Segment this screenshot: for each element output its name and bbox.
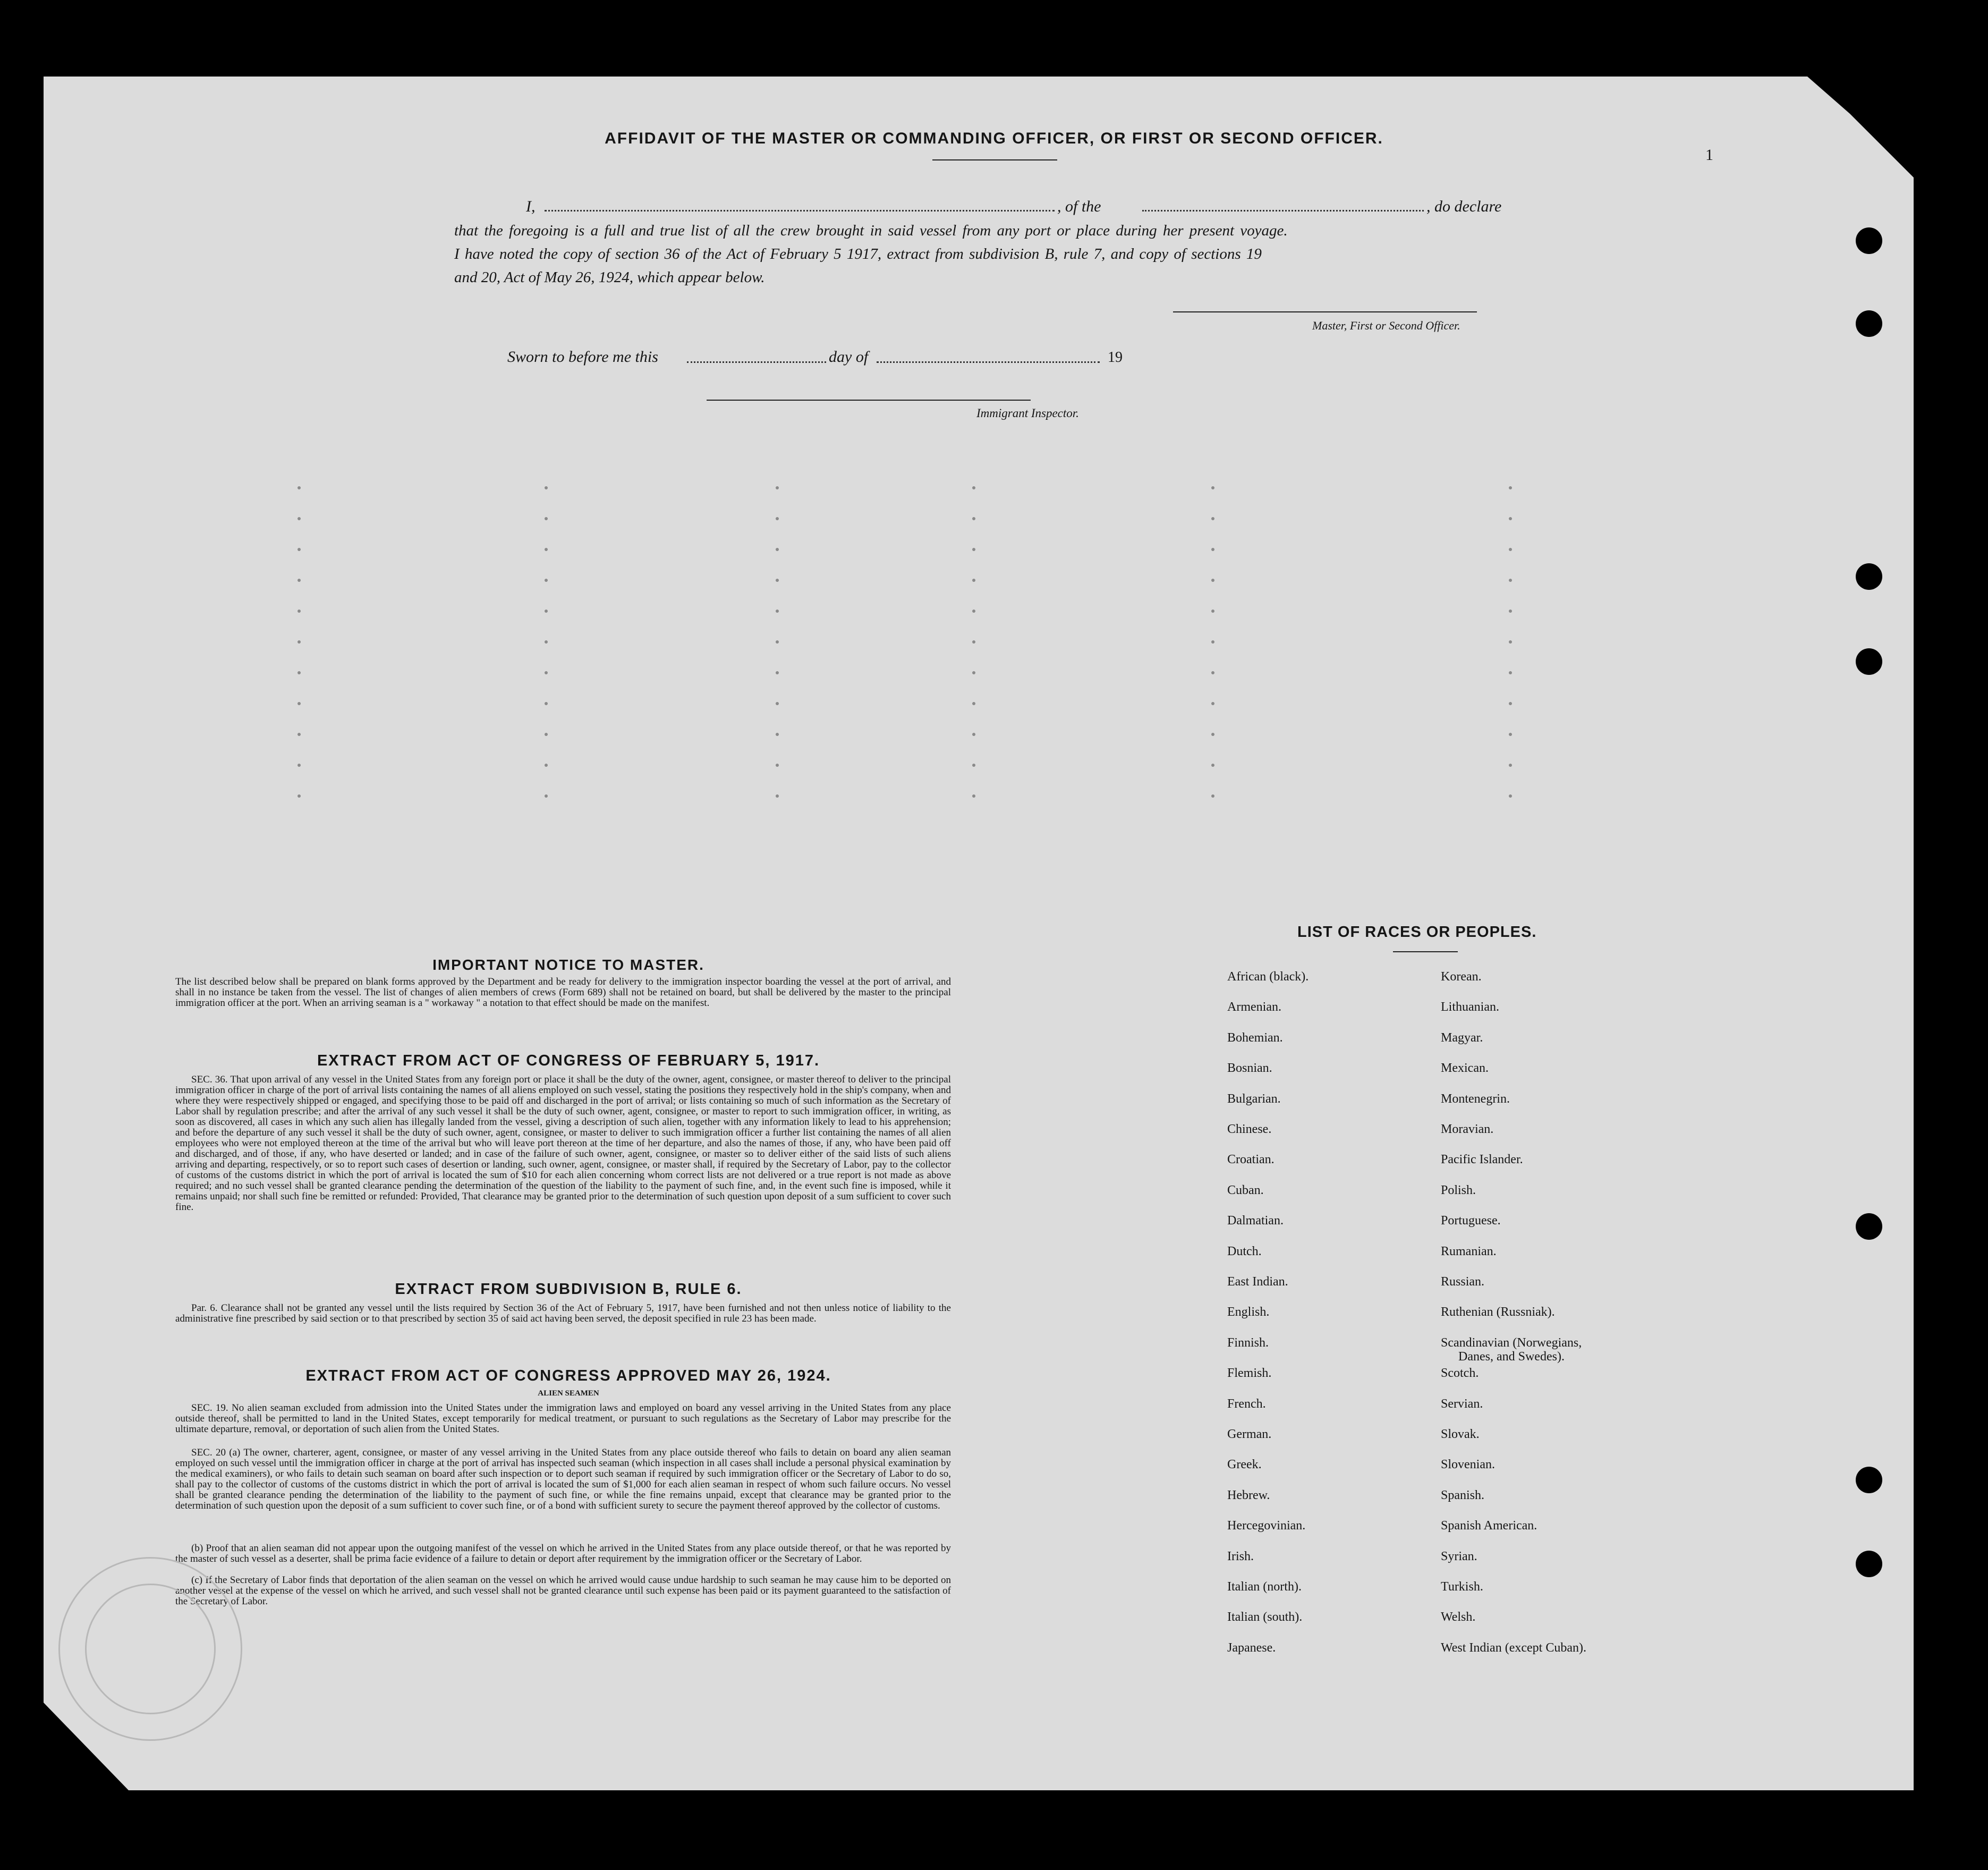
race-right-item: Montenegrin. [1441, 1091, 1510, 1106]
race-left-item: Italian (south). [1227, 1610, 1303, 1624]
bleed-dot [1211, 579, 1214, 582]
bleed-dot [1211, 548, 1214, 551]
bleed-dot [1509, 733, 1512, 736]
bleed-dot [1211, 517, 1214, 520]
bleed-dot [1509, 486, 1512, 489]
race-left-item: German. [1227, 1427, 1272, 1441]
master-signature-line [1173, 311, 1477, 312]
race-right-item: Scandinavian (Norwegians, [1441, 1335, 1582, 1350]
punch-hole [1856, 1551, 1882, 1577]
affidavit-line-3: I have noted the copy of section 36 of the Act of February 5 1917, extract from subdivision B, rule 7, and copy of sections 19 [454, 246, 1262, 263]
race-right-item: West Indian (except Cuban). [1441, 1640, 1586, 1655]
race-right-item: Moravian. [1441, 1122, 1494, 1136]
bleed-dot [776, 702, 779, 705]
bleed-dot [1509, 702, 1512, 705]
bleed-dot [298, 764, 301, 767]
bleed-dot [972, 486, 975, 489]
vessel-line [1142, 210, 1424, 211]
race-right-item: Lithuanian. [1441, 1000, 1499, 1014]
bleed-dot [776, 640, 779, 644]
punch-hole [1856, 310, 1882, 337]
bleed-dot [1509, 764, 1512, 767]
bleed-dot [972, 517, 975, 520]
bleed-dot [1509, 579, 1512, 582]
race-left-item: Bosnian. [1227, 1061, 1272, 1076]
year-label: 19 [1108, 349, 1123, 366]
extract-1917-title: EXTRACT FROM ACT OF CONGRESS OF FEBRUARY 5, 1917. [317, 1052, 820, 1069]
bleed-dot [1509, 640, 1512, 644]
bleed-dot [545, 486, 548, 489]
notice-text: The list described below shall be prepared on blank forms approved by the Department and be ready for delivery to the immigration inspector boarding the vessel at the port of arrival, and shall in no instance be taken from the vessel. The list of changes of alien members of crews (Form 689) shall not be retained on board, but shall be delivered by the master to the principal immigration officer at the port. When an arriving seaman is a " workaway " a notation to that effect should be made on the manifest. [175, 976, 951, 1009]
bleed-dot [545, 579, 548, 582]
race-right-item: Turkish. [1441, 1580, 1483, 1594]
race-right-item: Magyar. [1441, 1030, 1483, 1045]
faded-seal-inner-ring [85, 1584, 216, 1714]
bleed-dot [776, 671, 779, 674]
race-left-item: Chinese. [1227, 1122, 1272, 1136]
section-20b-text: (b) Proof that an alien seaman did not appear upon the outgoing manifest of the vessel on which he arrived in the United States from any place outside thereof, or that he was reported by the master of such vessel as a deserter, shall be prima facie evidence of a failure to detain or deport after requirement by the immigration officer or the Secretary of Labor. [175, 1543, 951, 1564]
bleed-dot [1211, 733, 1214, 736]
alien-seamen-subtitle: ALIEN SEAMEN [538, 1389, 599, 1398]
races-title: LIST OF RACES OR PEOPLES. [1297, 924, 1537, 941]
bleed-dot [545, 733, 548, 736]
race-right-item: Slovenian. [1441, 1458, 1495, 1472]
race-left-item: Croatian. [1227, 1153, 1275, 1167]
bleed-dot [1211, 640, 1214, 644]
races-title-underline [1393, 951, 1458, 952]
race-right-item: Mexican. [1441, 1061, 1489, 1076]
bleed-dot [1211, 671, 1214, 674]
bleed-dot [776, 548, 779, 551]
extract-1924-title: EXTRACT FROM ACT OF CONGRESS APPROVED MAY 26, 1924. [305, 1367, 831, 1384]
do-declare-label: , do declare [1426, 198, 1502, 215]
section-20c-text: (c) If the Secretary of Labor finds that deportation of the alien seaman on the vessel on which he arrived would cause undue hardship to such seaman he may cause him to be deported on another vessel at the expense of the vessel on which he arrived, and such vessel shall not be granted clearance until such expense has been paid or its payment guaranteed to the satisfaction of the Secretary of Labor. [175, 1575, 951, 1607]
race-left-item: Hercegovinian. [1227, 1519, 1306, 1533]
punch-hole [1856, 1213, 1882, 1240]
bleed-dot [972, 579, 975, 582]
bleed-dot [298, 702, 301, 705]
extract-1917-text: SEC. 36. That upon arrival of any vessel in the United States from any foreign port or place it shall be the duty of the owner, agent, consignee, or master thereof to deliver to the principal immigration officer in charge of the port of arrival lists containing the names of all aliens employed on such vessel, stating the positions they respectively hold in the ship's company, when and where they were respectively shipped or engaged, and specifying those to be paid off and discharged in the port of arrival; or lists containing so much of such information as the Secretary of Labor shall by regulation prescribe; and after the arrival of any such vessel it shall be the duty of such owner, agent, consignee, or master to report to such immigration officer, in writing, as soon as discovered, all cases in which any such alien has illegally landed from the vessel, giving a description of such alien, together with any information likely to lead to his apprehension; and before the departure of any such vessel it shall be the duty of such owner, agent, consignee, or master to deliver to such immigration officer a further list containing the names of all alien employees who were not employed thereon at the time of the arrival but who will leave port thereon at the time of her departure, and also the names of those, if any, who have been paid off and discharged, and of those, if any, who have deserted or landed; and in case of the failure of such owner, agent, consignee, or master so to deliver either of the said lists of such aliens arriving and departing, respectively, or so to report such cases of desertion or landing, such owner, agent, consignee, or master shall, if required by the Secretary of Labor, pay to the collector of customs of the customs district in which the port of arrival is located the sum of $10 for each alien concerning whom correct lists are not delivered or a true report is not made as above required; and no such vessel shall be granted clearance pending the determination of the question of the liability to the payment of such fine, and, in the event such fine is imposed, while it remains unpaid; nor shall such fine be remitted or refunded: Provided, That clearance may be granted prior to the determination of such question upon deposit of a sum sufficient to cover such fine. [175, 1074, 951, 1213]
bleed-dot [1509, 671, 1512, 674]
affidavit-title: AFFIDAVIT OF THE MASTER OR COMMANDING OFFICER, OR FIRST OR SECOND OFFICER. [605, 130, 1383, 147]
race-left-item: Bohemian. [1227, 1030, 1283, 1045]
bleed-dot [972, 610, 975, 613]
master-signature-label: Master, First or Second Officer. [1312, 319, 1460, 332]
punch-hole [1856, 648, 1882, 675]
bleed-dot [298, 610, 301, 613]
race-right-item: Russian. [1441, 1275, 1485, 1289]
race-left-item: Bulgarian. [1227, 1091, 1281, 1106]
bleed-dot [972, 548, 975, 551]
bleed-dot [298, 640, 301, 644]
bleed-dot [545, 548, 548, 551]
bleed-dot [298, 486, 301, 489]
bleed-dot [972, 702, 975, 705]
affidavit-line-4: and 20, Act of May 26, 1924, which appear below. [454, 269, 765, 286]
page-number: 1 [1705, 146, 1713, 164]
race-right-item: Rumanian. [1441, 1244, 1497, 1258]
section-20a-text: SEC. 20 (a) The owner, charterer, agent, consignee, or master of any vessel arriving in the United States from any place outside thereof who fails to detain on board any alien seaman employed on such vessel until the immigration officer in charge at the port of arrival has inspected such seaman (which inspection in all cases shall include a personal physical examination by the medical examiners), or who fails to detain such seaman on board after such inspection or to deport such seaman if required by such immigration officer or the Secretary of Labor to do so, shall pay to the collector of customs of the customs district in which the port of arrival is located the sum of $1,000 for each alien seaman in respect of whom such failure occurs. No vessel shall be granted clearance pending the determination of the liability to the payment of such fine, or while the fine remains unpaid, except that clearance may be granted prior to the determination of such question upon the deposit of a sum sufficient to cover such fine, or of a bond with sufficient surety to secure the payment thereof approved by the collector of customs. [175, 1447, 951, 1511]
punch-hole [1856, 227, 1882, 254]
title-underline [932, 159, 1057, 160]
bleed-dot [298, 548, 301, 551]
punch-hole [1856, 563, 1882, 590]
race-left-item: French. [1227, 1397, 1266, 1411]
inspector-label: Immigrant Inspector. [976, 407, 1079, 420]
bleed-dot [1509, 610, 1512, 613]
bleed-dot [545, 517, 548, 520]
subdivision-text: Par. 6. Clearance shall not be granted any vessel until the lists required by Section 36 of the Act of February 5, 1917, have been furnished and not then unless notice of liability to the administrative fine prescribed by said section or to that prescribed by section 35 of said act having been served, the deposit specified in rule 23 has been made. [175, 1302, 951, 1324]
race-right-item: Polish. [1441, 1183, 1476, 1197]
bleed-dot [776, 517, 779, 520]
bleed-dot [776, 733, 779, 736]
bleed-dot [776, 764, 779, 767]
race-right-item: Spanish. [1441, 1488, 1485, 1502]
bleed-dot [1509, 517, 1512, 520]
race-left-item: Italian (north). [1227, 1580, 1302, 1594]
bleed-dot [298, 579, 301, 582]
subdivision-title: EXTRACT FROM SUBDIVISION B, RULE 6. [395, 1281, 742, 1298]
race-left-item: Hebrew. [1227, 1488, 1270, 1502]
bleed-dot [298, 733, 301, 736]
race-right-item: Portuguese. [1441, 1214, 1501, 1228]
bleed-dot [776, 610, 779, 613]
race-right-item: Slovak. [1441, 1427, 1480, 1441]
race-left-item: Dutch. [1227, 1244, 1262, 1258]
sworn-label: Sworn to before me this [507, 348, 658, 366]
bleed-dot [1211, 794, 1214, 798]
race-left-item: East Indian. [1227, 1275, 1288, 1289]
race-right-item: Syrian. [1441, 1549, 1477, 1563]
inspector-signature-line [707, 400, 1031, 401]
race-right-item: Pacific Islander. [1441, 1153, 1523, 1167]
document-page [44, 77, 1914, 1790]
sworn-month-line [877, 361, 1100, 363]
notice-title: IMPORTANT NOTICE TO MASTER. [432, 957, 704, 973]
affidavit-line-2: that the foregoing is a full and true list of all the crew brought in said vessel from any port or place during her present voyage. [454, 222, 1288, 239]
bleed-dot [776, 486, 779, 489]
bleed-dot [972, 764, 975, 767]
race-left-item: Cuban. [1227, 1183, 1264, 1197]
name-line [545, 210, 1055, 211]
of-the-label: , of the [1057, 198, 1101, 215]
bleed-dot [545, 640, 548, 644]
bleed-dot [1211, 610, 1214, 613]
race-left-item: Flemish. [1227, 1366, 1272, 1381]
bleed-dot [1211, 486, 1214, 489]
race-right-item: Servian. [1441, 1397, 1483, 1411]
punch-hole [1856, 1467, 1882, 1493]
bleed-dot [972, 671, 975, 674]
race-left-item: Greek. [1227, 1458, 1262, 1472]
bleed-dot [1509, 794, 1512, 798]
bleed-dot [1211, 702, 1214, 705]
section-19-text: SEC. 19. No alien seaman excluded from admission into the United States under the immigration laws and employed on board any vessel arriving in the United States from any place outside thereof, shall be permitted to land in the United States, except temporarily for medical treatment, or pursuant to such regulations as the Secretary of Labor may prescribe for the ultimate departure, removal, or deportation of such alien from the United States. [175, 1402, 951, 1435]
bleed-dot [298, 794, 301, 798]
race-left-item: Irish. [1227, 1549, 1254, 1563]
bleed-dot [545, 764, 548, 767]
bleed-dot [545, 794, 548, 798]
race-right-item: Welsh. [1441, 1610, 1476, 1624]
race-right-item: Scotch. [1441, 1366, 1479, 1381]
bleed-dot [545, 702, 548, 705]
race-left-item: Armenian. [1227, 1000, 1281, 1014]
bleed-dot [776, 579, 779, 582]
bleed-dot [972, 733, 975, 736]
day-of-label: day of [829, 348, 869, 366]
race-left-item: Finnish. [1227, 1335, 1269, 1350]
race-left-item: African (black). [1227, 970, 1309, 984]
bleed-dot [1509, 548, 1512, 551]
race-right-item: Korean. [1441, 970, 1482, 984]
race-left-item: Dalmatian. [1227, 1214, 1284, 1228]
bleed-dot [972, 794, 975, 798]
bleed-dot [298, 671, 301, 674]
bleed-dot [1211, 764, 1214, 767]
bleed-dot [776, 794, 779, 798]
bleed-dot [545, 610, 548, 613]
sworn-day-line [687, 361, 826, 363]
race-left-item: English. [1227, 1305, 1270, 1319]
bleed-dot [298, 517, 301, 520]
race-right-item: Ruthenian (Russniak). [1441, 1305, 1555, 1319]
bleed-dot [545, 671, 548, 674]
i-label: I, [526, 198, 536, 215]
bleed-dot [972, 640, 975, 644]
race-right-item: Spanish American. [1441, 1519, 1537, 1533]
race-left-item: Japanese. [1227, 1640, 1276, 1655]
race-right-continuation: Danes, and Swedes). [1458, 1349, 1565, 1364]
